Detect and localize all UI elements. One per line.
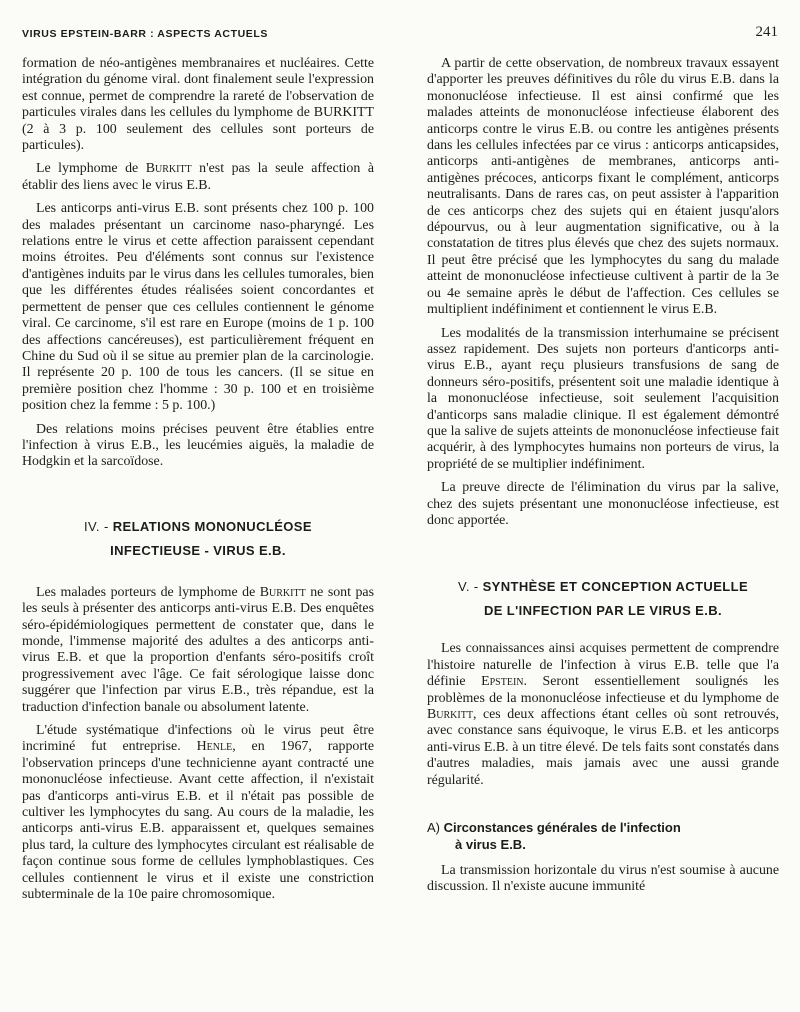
paragraph: formation de néo-antigènes membranaires et nucléaires. Cette intégration du génome viral. dont finalement seule l'expression est connue, permet de comprendre la rareté de l'observation de particules virales dans les cellules du lymphome de BURKITT (2 à 3 p. 100 seulement des cellules sont porteurs de particules). bbox=[22, 56, 374, 154]
text-run: , en 1967, rapporte l'observation princeps d'une technicienne ayant contracté une mononucléose infectieuse. Avant cette affection, il n'existait pas d'anticorps anti-virus E.B. et il n'était pas possible de cultiver les lymphocytes du sang. Au cours de la maladie, les anticorps anti-virus E.B. apparaissent et, quelques semaines plus tard, la culture des lymphocytes circulant est réalisable de façon continue sous forme de cellules lymphoblastiques. Ces cellules contiennent le virus et il existe une constriction subterminale de la 10e paire chromosomique. bbox=[22, 739, 374, 903]
paragraph bbox=[427, 641, 779, 789]
section-heading-v bbox=[427, 575, 779, 623]
paragraph: A partir de cette observation, de nombreux travaux essayent d'apporter les preuves définitives du rôle du virus E.B. dans la mononucléose infectieuse. Il est ainsi confirmé que les malades atteints de mononucléose infectieuse élaborent des anticorps contre le virus E.B. ou contre les antigènes présents dans les cellules infectées par ce virus : anticorps anticapsides, anticorps anti-antigènes de membranes, anticorps anti-antigènes précoces, anticorps fixant le complément, anticorps neutralisants. Dans de rares cas, on peut assister à l'apparition de ces anticorps chez des sujets qui en étaient jusqu'alors dépourvus, ou à leur augmentation significative, ou à la constatation de titres plus élevés que chez des sujets normaux. Il peut être précisé que les lymphocytes du sang du malade atteint de mononucléose infectieuse cultivent à partir de la 3e ou 4e semaine après le début de l'affection. Ces cellules se multiplient indéfiniment et contiennent le virus E.B. bbox=[427, 56, 779, 318]
section-title: RELATIONS MONONUCLÉOSE bbox=[112, 518, 312, 534]
paragraph bbox=[22, 161, 374, 194]
author-name: Burkitt bbox=[145, 161, 192, 177]
section-heading-line bbox=[427, 575, 779, 599]
text-run: Les connaissances ainsi acquises permettent de comprendre l'histoire naturelle de l'infection à virus E.B. telle que l'a définie bbox=[427, 641, 779, 690]
paragraph: La preuve directe de l'élimination du virus par la salive, chez des sujets présentant une mononucléose infectieuse, est donc apportée. bbox=[427, 480, 779, 528]
text-run: . Seront essentiellement soulignés les problèmes de la mononucléose infectieuse et du lymphome de bbox=[427, 674, 779, 706]
subsection-heading-a bbox=[427, 819, 779, 853]
section-number: V. - bbox=[457, 579, 479, 595]
paragraph: Des relations moins précises peuvent être établies entre l'infection à virus E.B., les leucémies aiguës, la maladie de Hodgkin et la sarcoïdose. bbox=[22, 421, 374, 470]
right-column bbox=[427, 56, 779, 903]
paragraph: La transmission horizontale du virus n'est soumise à aucune discussion. Il n'existe aucune immunité bbox=[427, 863, 779, 895]
subsection-title-cont: à virus E.B. bbox=[455, 837, 526, 853]
page-number: 241 bbox=[755, 24, 778, 40]
section-heading-iv bbox=[22, 515, 374, 563]
author-name: Burkitt bbox=[427, 707, 473, 722]
subsection-title: Circonstances générales de l'infection bbox=[443, 820, 681, 836]
section-title-cont: DE L'INFECTION PAR LE VIRUS E.B. bbox=[483, 603, 723, 619]
text-run: n'est pas la seule affection à établir des liens avec le virus E.B. bbox=[22, 161, 374, 193]
text-run: , ces deux affections étant celles où sont retrouvés, avec constance sans équivoque, le virus E.B. et les anticorps anti-virus E.B. à un titre élevé. De tels faits sont constatés dans d'autres maladies, mais jamais avec une aussi grande régularité. bbox=[427, 707, 779, 788]
paragraph bbox=[22, 723, 374, 903]
running-header bbox=[22, 24, 778, 44]
left-column bbox=[22, 56, 374, 910]
paragraph bbox=[22, 585, 374, 716]
author-name: Henle bbox=[196, 739, 233, 755]
subsection-label: A) bbox=[427, 820, 440, 836]
text-run: ne sont pas les seuls à présenter des anticorps anti-virus E.B. Des enquêtes séro-épidémiologiques permettent de constater que, dans le monde, l'immense majorité des adultes a des anticorps anti-virus E.B. et que la proportion d'enfants séro-positifs croît progressivement avec l'âge. Ce fait sérologique laisse donc suggérer que l'infection par virus E.B., très répandue, est la traduction d'infection banale ou absolument latente. bbox=[22, 584, 375, 715]
running-title: VIRUS EPSTEIN-BARR : ASPECTS ACTUELS bbox=[22, 28, 269, 40]
author-name: Epstein bbox=[481, 674, 524, 690]
text-run: Le lymphome de bbox=[36, 161, 146, 177]
text-run: L'étude systématique d'infections où le virus peut être incriminé fut entreprise. bbox=[22, 723, 374, 755]
section-number: IV. - bbox=[84, 518, 109, 534]
section-title: SYNTHÈSE ET CONCEPTION ACTUELLE bbox=[482, 579, 749, 595]
text-run: Les malades porteurs de lymphome de bbox=[36, 584, 260, 600]
author-name: Burkitt bbox=[259, 584, 306, 600]
paragraph: Les anticorps anti-virus E.B. sont présents chez 100 p. 100 des malades présentant un carcinome naso-pharyngé. Les relations entre le virus et cette affection paraissent cependant moins étroites. Peu d'éléments sont connus sur l'existence d'antigènes induits par le virus dans les cellules tumorales, bien que les différentes études réalisées soient concordantes et permettent de penser que ces cellules contiennent le génome viral. Ce carcinome, s'il est rare en Europe (moins de 1 p. 100 des affections cancéreuses), est particulièrement fréquent en Chine du Sud où il se situe au premier plan de la carcinologie. Il représente 20 p. 100 de tous les cancers. (Il se situe en première position chez l'homme : 30 p. 100 et en troisième position chez la femme : 5 p. 100.) bbox=[22, 201, 375, 414]
section-heading-line bbox=[22, 515, 374, 539]
section-title-cont: INFECTIEUSE - VIRUS E.B. bbox=[110, 542, 286, 558]
paragraph: Les modalités de la transmission interhumaine se précisent assez rapidement. Des sujets non porteurs d'anticorps anti-virus E.B., ayant reçu plusieurs transfusions de sang de donneurs séro-positifs, présentent soit une maladie identique à la mononucléose infectieuse, soit seulement l'acquisition d'anticorps sans maladie clinique. Il est également démontré que la salive de sujets atteints de mononucléose infectieuse fait acquérir, à des lymphocytes humains non porteurs de virus, la propriété de se multiplier indéfiniment. bbox=[427, 325, 779, 472]
